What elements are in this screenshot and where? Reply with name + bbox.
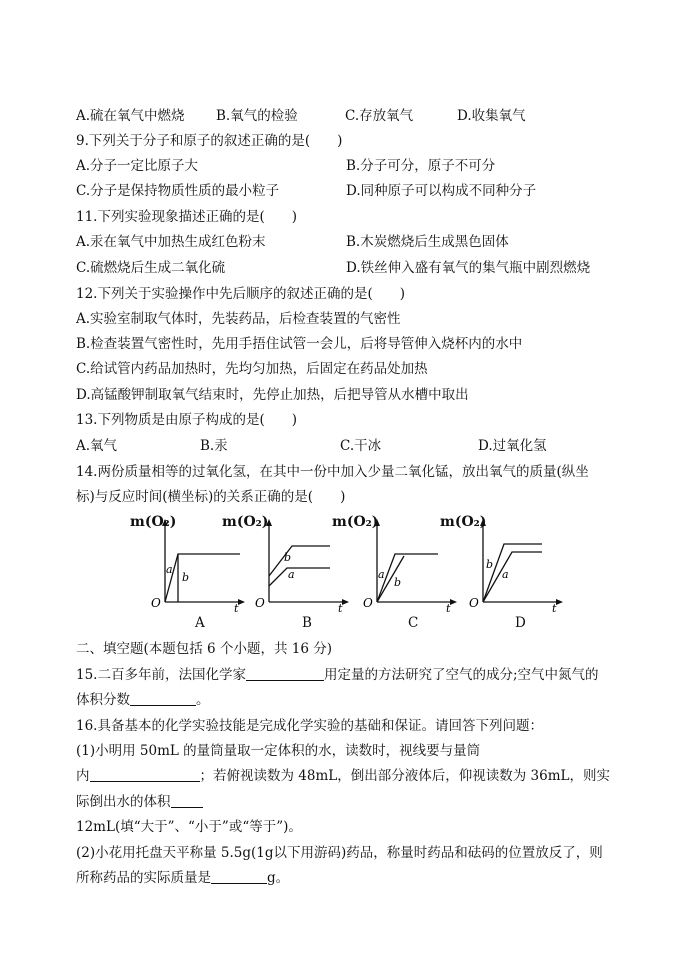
- q13-option-b: B.汞: [200, 438, 228, 454]
- q15-line1: [76, 666, 599, 684]
- graph-a-curve-b: b: [182, 571, 190, 584]
- graph-c-x-label: t: [446, 602, 451, 614]
- q8-option-d: D.收集氧气: [457, 108, 526, 124]
- q15-blank-2[interactable]: [130, 691, 196, 706]
- graph-letter-b: B: [302, 615, 312, 631]
- graph-letter-c: C: [408, 615, 419, 631]
- q16-p1-line1: (1)小明用 50mL 的量筒量取一定体积的水，读数时，视线要与量筒: [76, 743, 481, 759]
- graph-c-y-label: m(O₂): [332, 514, 379, 530]
- q8-option-a: A.硫在氧气中燃烧: [76, 108, 185, 124]
- q8-option-b: B.氧气的检验: [216, 108, 298, 124]
- graph-a-curve-a: a: [166, 563, 173, 576]
- q16-text-2: ；若俯视读数为 48mL，倒出部分液体后，仰视读数为 36mL，则实: [199, 768, 610, 784]
- q9-option-a: A.分子一定比原子大: [76, 158, 199, 174]
- graph-b-x-label: t: [338, 602, 343, 614]
- q9-option-b: B.分子可分，原子不可分: [346, 158, 496, 174]
- q9-stem: 9.下列关于分子和原子的叙述正确的是( ): [76, 133, 343, 149]
- q16-p1-line3: [76, 793, 203, 811]
- q12-option-c: C.给试管内药品加热时，先均匀加热，后固定在药品处加热: [76, 361, 428, 377]
- graph-b: [252, 516, 352, 614]
- q15-text-4: 。: [196, 692, 210, 708]
- q12-stem: 12.下列关于实验操作中先后顺序的叙述正确的是( ): [76, 286, 406, 302]
- q16-blank-1[interactable]: [90, 767, 200, 782]
- q15-line2: [76, 691, 210, 709]
- q11-option-b: B.木炭燃烧后生成黑色固体: [346, 234, 509, 250]
- q11-option-c: C.硫燃烧后生成二氧化硫: [76, 260, 226, 276]
- q13-stem: 13.下列物质是由原子构成的是( ): [76, 412, 298, 428]
- q15-text-3: 体积分数: [76, 692, 130, 708]
- q15-text-2: 用定量的方法研究了空气的成分;空气中氮气的: [323, 667, 599, 683]
- q14-stem-line2: 标)与反应时间(横坐标)的关系正确的是( ): [76, 489, 346, 505]
- q16-intro: 16.具备基本的化学实验技能是完成化学实验的基础和保证。请回答下列问题：: [76, 718, 543, 734]
- q16-p1-line4: 12mL(填“大于”、“小于”或“等于”)。: [76, 819, 302, 835]
- graph-letter-d: D: [515, 615, 526, 631]
- section-2-title: 二、填空题(本题包括 6 个小题，共 16 分): [76, 641, 332, 657]
- q16-p1-line2: [76, 767, 610, 785]
- graph-a-origin: O: [151, 596, 161, 610]
- graph-d-curve-b: b: [486, 558, 494, 571]
- q13-option-a: A.氧气: [76, 438, 118, 454]
- q16-blank-2[interactable]: [171, 793, 203, 808]
- q16-text-5: g。: [267, 870, 290, 886]
- q11-stem: 11.下列实验现象描述正确的是( ): [76, 209, 298, 225]
- q16-blank-3[interactable]: [211, 869, 267, 884]
- q14-stem-line1: 14.两份质量相等的过氧化氢，在其中一份中加入少量二氧化锰，放出氧气的质量(纵坐: [76, 464, 589, 480]
- q12-option-b: B.检查装置气密性时，先用手捂住试管一会儿，后将导管伸入烧杯内的水中: [76, 336, 523, 352]
- q9-option-d: D.同种原子可以构成不同种分子: [346, 183, 537, 199]
- q16-text-4: 所称药品的实际质量是: [76, 870, 211, 886]
- q12-option-d: D.高锰酸钾制取氧气结束时，先停止加热，后把导管从水槽中取出: [76, 387, 469, 403]
- q16-p2-line2: [76, 869, 289, 887]
- graph-c-curve-a: a: [378, 568, 385, 581]
- graph-b-curve-b: b: [284, 551, 292, 564]
- q8-option-c: C.存放氧气: [345, 108, 414, 124]
- graph-a-x-label: t: [234, 602, 239, 614]
- q13-option-d: D.过氧化氢: [478, 438, 547, 454]
- graph-c-origin: O: [363, 596, 373, 610]
- q16-text-1: 内: [76, 768, 90, 784]
- graph-b-y-label: m(O₂): [222, 514, 269, 530]
- graph-c-curve-b: b: [394, 576, 402, 589]
- graph-d: [466, 516, 566, 614]
- graph-b-curve-a: a: [288, 568, 295, 581]
- q13-option-c: C.干冰: [340, 438, 382, 454]
- q16-p2-line1: (2)小花用托盘天平称量 5.5g(1g以下用游码)药品，称量时药品和砝码的位置放反了，则: [76, 845, 603, 861]
- q15-text-1: 15.二百多年前，法国化学家: [76, 667, 246, 683]
- graph-d-x-label: t: [552, 602, 557, 614]
- q11-option-a: A.汞在氧气中加热生成红色粉末: [76, 234, 266, 250]
- graph-b-origin: O: [255, 596, 265, 610]
- q12-option-a: A.实验室制取气体时，先装药品，后检查装置的气密性: [76, 311, 401, 327]
- q9-option-c: C.分子是保持物质性质的最小粒子: [76, 183, 280, 199]
- graph-letter-a: A: [195, 615, 205, 631]
- graph-a-y-label: m(O₂): [130, 514, 177, 530]
- graph-d-y-label: m(O₂): [440, 514, 487, 530]
- graph-a: [148, 516, 248, 614]
- q11-option-d: D.铁丝伸入盛有氧气的集气瓶中剧烈燃烧: [346, 260, 591, 276]
- graph-c: [360, 516, 460, 614]
- q16-text-3: 际倒出水的体积: [76, 794, 171, 810]
- graph-d-curve-a: a: [502, 568, 509, 581]
- graph-d-origin: O: [469, 596, 479, 610]
- q15-blank-1[interactable]: [246, 666, 324, 681]
